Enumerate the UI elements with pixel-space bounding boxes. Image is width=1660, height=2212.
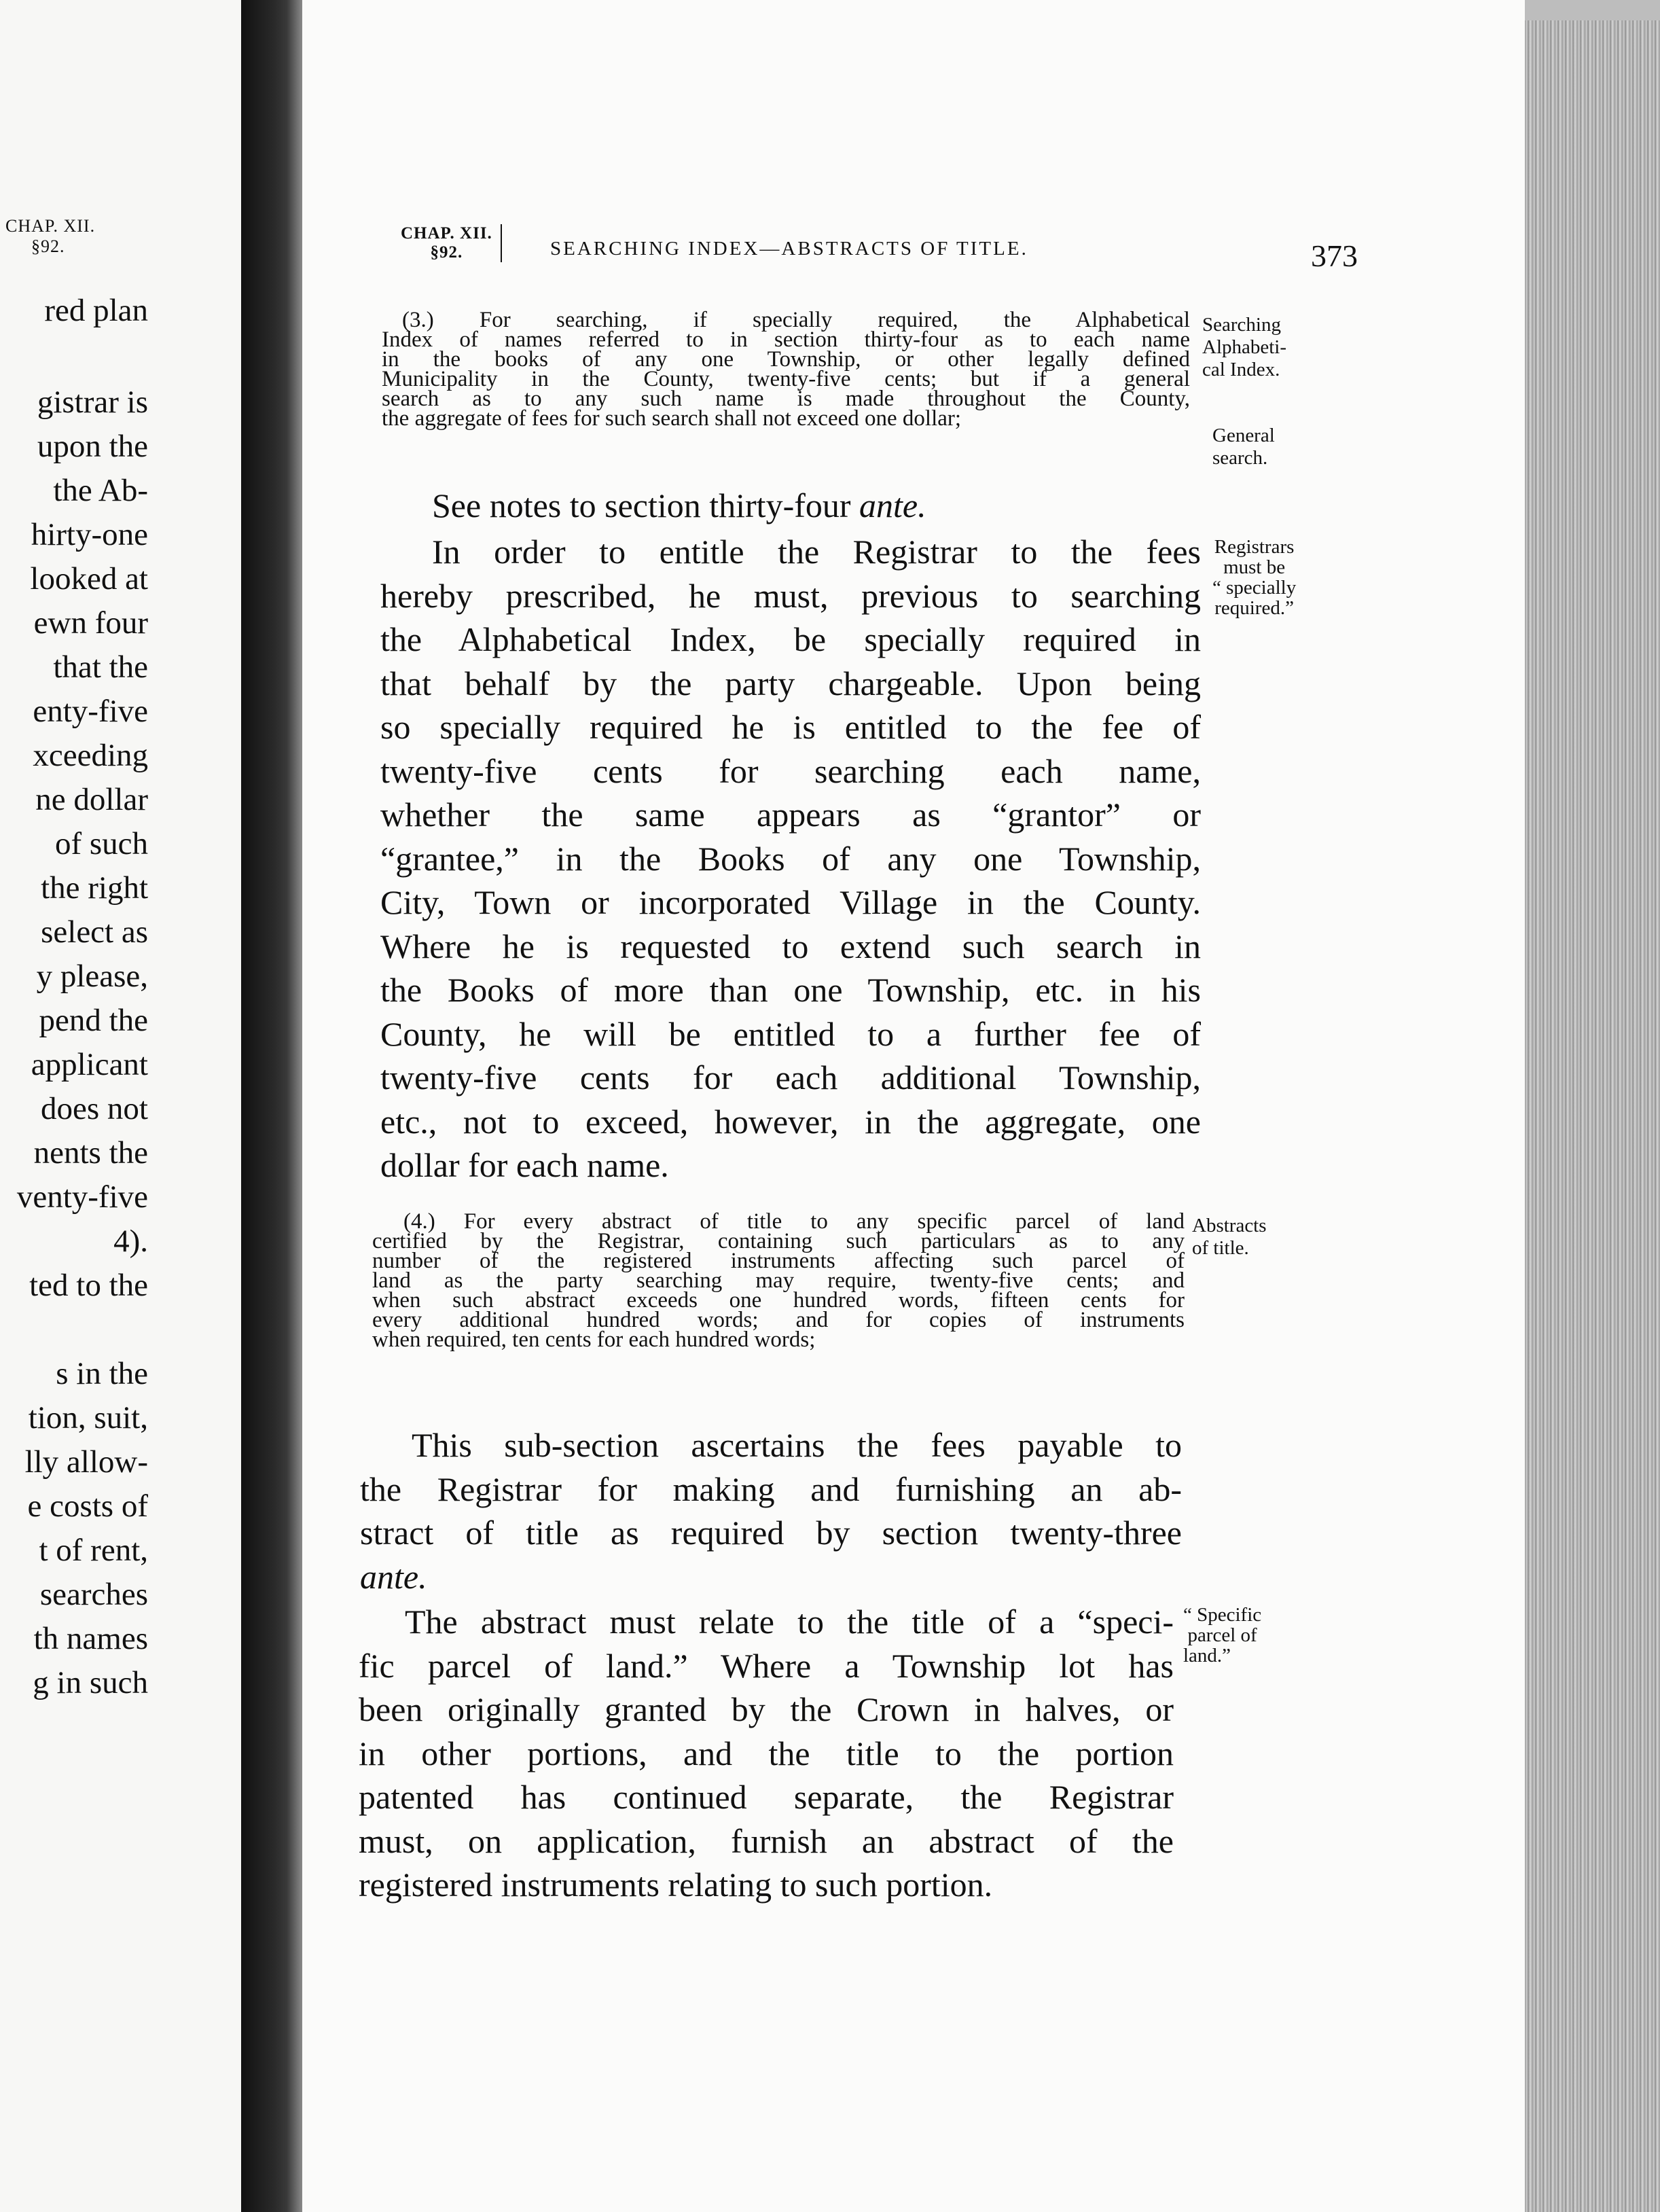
- left-page-line: of such: [54, 826, 148, 861]
- left-page-line: ewn four: [33, 605, 148, 641]
- paragraph-3-line: patented has continued separate, the Registrar: [359, 1778, 1174, 1816]
- margin-note-line: “ Specific: [1183, 1604, 1262, 1626]
- subsection-4: [372, 1209, 1185, 1352]
- paragraph-1-line: “grantee,” in the Books of any one Township,: [380, 839, 1201, 878]
- left-page-line: nents the: [33, 1135, 148, 1171]
- left-page-line: ne dollar: [35, 782, 148, 817]
- page-number: 373: [1311, 238, 1358, 273]
- subsection-4-line: when required, ten cents for each hundred words;: [372, 1327, 816, 1352]
- subsection-3: [382, 310, 1190, 429]
- left-page-line: lly allow-: [24, 1444, 148, 1480]
- book-gutter: [241, 0, 302, 2212]
- left-page-line: does not: [41, 1091, 148, 1126]
- see-notes-italic: ante.: [859, 486, 926, 524]
- margin-note-line: parcel of: [1187, 1624, 1257, 1646]
- left-page-line: gistrar is: [37, 385, 148, 420]
- margin-note-registrars: [1212, 537, 1296, 618]
- subsection-3-line: search as to any such name is made throughout the County,: [382, 387, 1190, 411]
- left-page-line: searches: [39, 1577, 148, 1612]
- chapter-reference: [401, 224, 492, 262]
- left-chap-label: CHAP. XII.: [5, 216, 96, 236]
- margin-note-abstracts: [1192, 1215, 1267, 1260]
- paragraph-3-line: fic parcel of land.” Where a Township lot has: [359, 1646, 1174, 1685]
- left-page-line: xceeding: [33, 738, 148, 773]
- left-page-line: t of rent,: [39, 1533, 148, 1568]
- paragraph-3-line: must, on application, furnish an abstract of the: [359, 1821, 1174, 1860]
- left-page-line: the right: [41, 870, 148, 906]
- paragraph-2-line: the Registrar for making and furnishing an ab-: [360, 1469, 1182, 1508]
- paragraph-1-line: the Books of more than one Township, etc. in his: [380, 971, 1201, 1009]
- paragraph-1-line: that behalf by the party chargeable. Upon being: [380, 664, 1201, 702]
- subsection-4-line: every additional hundred words; and for copies of instruments: [372, 1308, 1185, 1332]
- margin-note-line: required.”: [1214, 597, 1294, 619]
- margin-note-searching: [1202, 314, 1286, 381]
- left-page-line: g in such: [33, 1665, 148, 1700]
- subsection-3-line: in the books of any one Township, or other legally defined: [382, 347, 1190, 372]
- margin-note-line: Abstracts: [1192, 1215, 1267, 1236]
- left-page-line: that the: [53, 649, 148, 685]
- paragraph-1-line: the Alphabetical Index, be specially required in: [380, 620, 1201, 658]
- subsection-3-line: the aggregate of fees for such search shall not exceed one dollar;: [382, 406, 962, 431]
- paragraph-1-line: Where he is requested to extend such search in: [380, 927, 1201, 965]
- margin-note-line: Searching: [1202, 314, 1281, 336]
- paragraph-1-line: twenty-five cents for searching each name,: [380, 751, 1201, 790]
- paragraph-1-line: etc., not to exceed, however, in the aggregate, one: [380, 1102, 1201, 1141]
- left-page-line: tion, suit,: [28, 1400, 148, 1435]
- margin-note-line: land.”: [1183, 1645, 1231, 1666]
- left-page-line: enty-five: [33, 694, 148, 729]
- paragraph-2: [360, 1423, 1182, 1599]
- margin-note-line: Registrars: [1214, 536, 1295, 558]
- paragraph-2-line: This sub-section ascertains the fees payable to: [412, 1426, 1182, 1464]
- margin-note-line: of title.: [1192, 1237, 1249, 1259]
- margin-note-line: “ specially: [1212, 577, 1297, 599]
- left-page-line: venty-five: [16, 1179, 148, 1215]
- paragraph-1-line: dollar for each name.: [380, 1146, 669, 1184]
- left-page-line: e costs of: [27, 1488, 148, 1524]
- paragraph-3: [359, 1600, 1174, 1907]
- see-notes-text: See notes to section thirty-four: [432, 486, 851, 524]
- subsection-3-line: Index of names referred to in section thirty-four as to each name: [382, 327, 1190, 352]
- paragraph-1-line: so specially required he is entitled to the fee of: [380, 708, 1201, 746]
- left-page-line: pend the: [39, 1003, 148, 1038]
- left-page-line: hirty-one: [31, 517, 148, 552]
- margin-note-specific: [1183, 1605, 1261, 1666]
- running-title: SEARCHING INDEX—ABSTRACTS OF TITLE.: [550, 238, 1028, 260]
- left-page-line: upon the: [37, 429, 148, 464]
- paragraph-3-line: in other portions, and the title to the portion: [359, 1734, 1174, 1772]
- left-page: [0, 0, 241, 2212]
- left-page-line: 4).: [113, 1224, 148, 1259]
- see-notes-line: [432, 484, 926, 528]
- page-edges-top: [1525, 0, 1660, 20]
- left-page-line: ted to the: [29, 1268, 148, 1303]
- subsection-4-line: number of the registered instruments affecting such parcel of: [372, 1249, 1185, 1273]
- margin-note-line: General: [1212, 425, 1275, 446]
- margin-note-line: search.: [1212, 447, 1268, 469]
- paragraph-1-line: hereby prescribed, he must, previous to searching: [380, 576, 1201, 615]
- paragraph-2-italic: ante.: [360, 1557, 427, 1596]
- margin-note-line: cal Index.: [1202, 359, 1280, 380]
- paragraph-2-line: stract of title as required by section twenty-three: [360, 1514, 1182, 1552]
- left-page-line: s in the: [56, 1356, 148, 1391]
- subsection-3-line: (3.) For searching, if specially required, the Alphabetical: [402, 308, 1190, 332]
- paragraph-3-line: The abstract must relate to the title of a “speci-: [405, 1603, 1174, 1641]
- paragraph-1: [380, 530, 1201, 1188]
- paragraph-1-line: County, he will be entitled to a further fee of: [380, 1014, 1201, 1053]
- subsection-4-line: (4.) For every abstract of title to any specific parcel of land: [403, 1209, 1185, 1234]
- page-edges: [1525, 20, 1660, 2212]
- section-label: §92.: [430, 243, 463, 262]
- left-page-line: th names: [33, 1621, 148, 1656]
- subsection-4-line: certified by the Registrar, containing such particulars as to any: [372, 1229, 1185, 1253]
- margin-note-line: must be: [1223, 556, 1286, 578]
- paragraph-1-line: In order to entitle the Registrar to the fees: [432, 533, 1201, 571]
- left-page-line: select as: [41, 914, 148, 950]
- left-section-label: §92.: [31, 236, 65, 256]
- chapter-label: CHAP. XII.: [401, 224, 492, 243]
- paragraph-1-line: whether the same appears as “grantor” or: [380, 796, 1201, 834]
- left-page-line: y please,: [36, 959, 148, 994]
- subsection-3-line: Municipality in the County, twenty-five cents; but if a general: [382, 367, 1190, 391]
- margin-note-general: [1212, 425, 1275, 469]
- left-page-line: red plan: [44, 293, 148, 328]
- left-page-line: the Ab-: [53, 473, 148, 508]
- paragraph-3-line: been originally granted by the Crown in halves, or: [359, 1690, 1174, 1728]
- paragraph-1-line: City, Town or incorporated Village in the County.: [380, 883, 1201, 921]
- margin-note-line: Alphabeti-: [1202, 336, 1287, 358]
- left-page-running-head: [5, 216, 95, 257]
- subsection-4-line: land as the party searching may require, twenty-five cents; and: [372, 1268, 1185, 1293]
- left-page-line: looked at: [30, 561, 148, 596]
- paragraph-1-line: twenty-five cents for each additional Township,: [380, 1058, 1201, 1096]
- left-page-line: applicant: [31, 1047, 148, 1082]
- paragraph-3-line: registered instruments relating to such portion.: [359, 1866, 993, 1904]
- subsection-4-line: when such abstract exceeds one hundred words, fifteen cents for: [372, 1288, 1185, 1313]
